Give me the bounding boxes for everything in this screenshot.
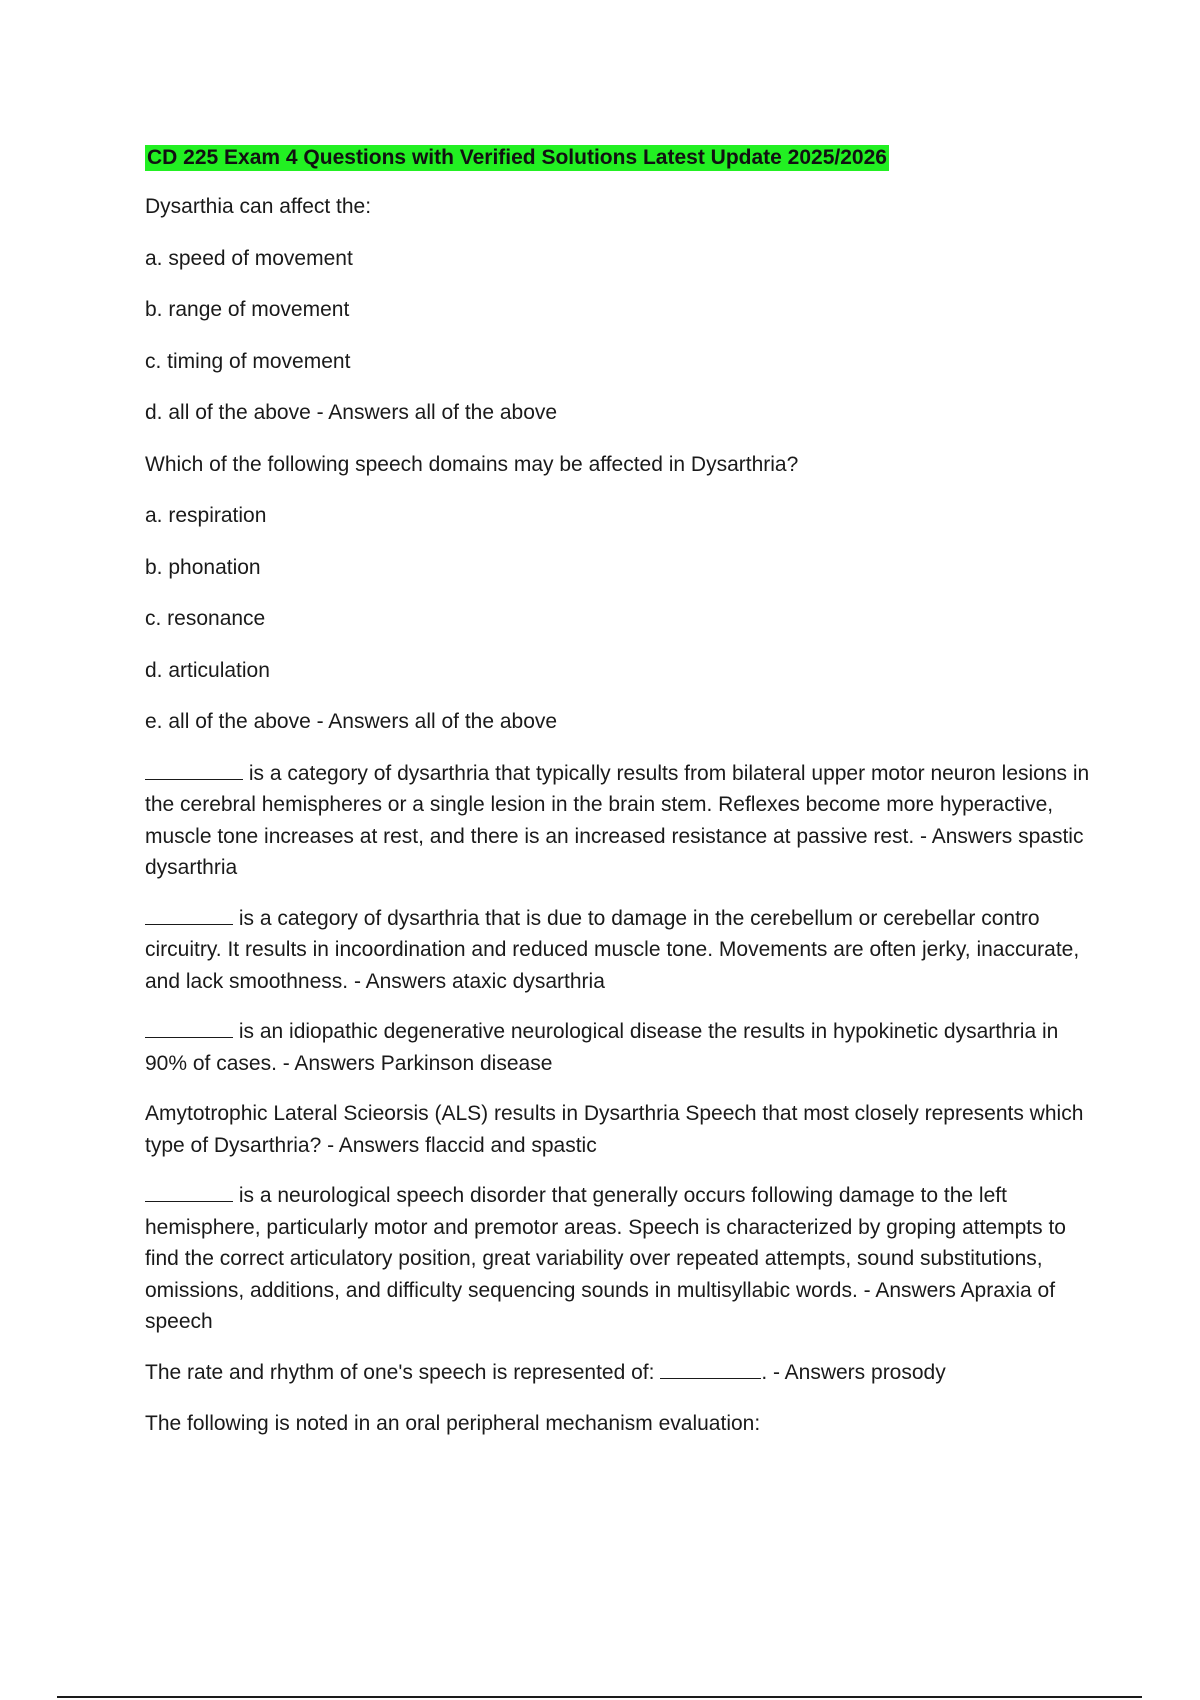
question-1-option-d-answer: d. all of the above - Answers all of the above <box>145 401 558 424</box>
question-4-text: is a category of dysarthria that is due to damage in the cerebellum or cerebellar contro circuitry. It results in incoordination and reduced muscle tone. Movements are often jerky, inaccurate, and lack smoothness. - Answers ataxic dysarthria <box>145 906 1080 993</box>
question-1-option-b: b. range of movement <box>145 298 350 321</box>
question-3-text: is a category of dysarthria that typically results from bilateral upper motor neuron lesions in the cerebral hemispheres or a single lesion in the brain stem. Reflexes become more hyperactive, muscle tone increases at rest, and there is an increased resistance at passive rest. - Answers spastic dysarthria <box>145 761 1090 879</box>
question-5-text: is an idiopathic degenerative neurological disease the results in hypokinetic dysarthria in 90% of cases. - Answers Parkinson disease <box>145 1020 1059 1075</box>
document-title: CD 225 Exam 4 Questions with Verified Solutions Latest Update 2025/2026 <box>147 146 887 169</box>
question-2-option-c: c. resonance <box>145 607 266 630</box>
question-1-stem: Dysarthia can affect the: <box>145 195 372 218</box>
fill-in-blank <box>145 762 243 780</box>
fill-in-blank <box>145 1020 233 1038</box>
question-2-option-e-answer: e. all of the above - Answers all of the above <box>145 710 558 733</box>
title-line <box>145 143 1090 175</box>
question-5 <box>145 1016 1090 1079</box>
question-2-option-d: d. articulation <box>145 658 270 682</box>
question-7 <box>145 1180 1090 1338</box>
fill-in-blank <box>145 1184 233 1202</box>
question-1-option-a: a. speed of movement <box>145 246 353 270</box>
question-4 <box>145 903 1090 998</box>
fill-in-blank <box>660 1361 761 1379</box>
document-page <box>145 143 1090 1460</box>
question-6: Amytotrophic Lateral Scieorsis (ALS) results in Dysarthria Speech that most closely represents which type of Dysarthria? - Answers flaccid and spastic <box>145 1102 1084 1157</box>
question-1-option-c: c. timing of movement <box>145 349 351 373</box>
page-bottom-rule <box>57 1696 1142 1698</box>
question-9-stem: The following is noted in an oral peripheral mechanism evaluation: <box>145 1412 761 1435</box>
question-3 <box>145 758 1090 884</box>
question-8-text-before: The rate and rhythm of one's speech is represented of: <box>145 1360 661 1384</box>
question-8 <box>145 1357 1090 1389</box>
question-7-text: is a neurological speech disorder that generally occurs following damage to the left hemisphere, particularly motor and premotor areas. Speech is characterized by groping attempts to find the correct articulatory position, great variability over repeated attempts, sound substitutions, omissions, additions, and difficulty sequencing sounds in multisyllabic words. - Answers Apraxia of speech <box>145 1184 1066 1333</box>
fill-in-blank <box>145 907 233 925</box>
question-8-text-after: . - Answers prosody <box>761 1360 946 1384</box>
question-2-stem: Which of the following speech domains may be affected in Dysarthria? <box>145 452 799 476</box>
question-2-option-b: b. phonation <box>145 555 261 579</box>
question-2-option-a: a. respiration <box>145 504 267 527</box>
